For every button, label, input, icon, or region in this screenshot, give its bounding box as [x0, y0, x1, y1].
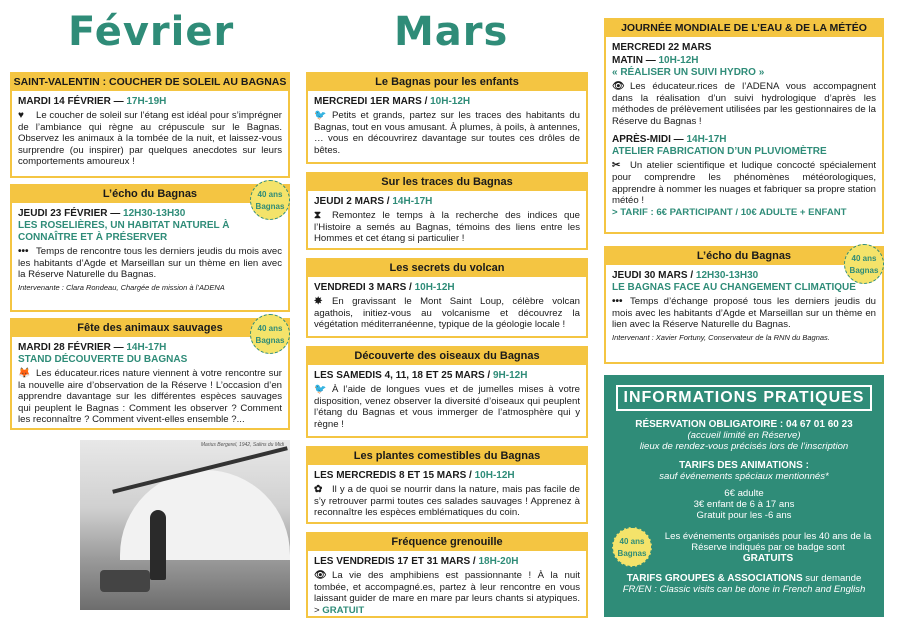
anniversary-badge: 40 ans Bagnas: [250, 314, 290, 354]
reservation-location: lieux de rendez-vous précisés lors de l’inscription: [639, 441, 849, 452]
event-description: 🦊 Les éducateur.rices nature viennent à votre rencontre sur la nouvelle aire d’observation de la Réserve ! L’occasion d’en apprendre davantage sur les différentes espèces sauvages qui peuplent le Bagnas : Comment les observer ? Comment les reconnaître ? Comment vivent-elles ensemble ?...: [18, 368, 282, 426]
event-title: L’écho du Bagnas: [606, 248, 882, 265]
event-card-fete-animaux: [10, 318, 290, 430]
event-description: ✸ En gravissant le Mont Saint Loup, célèbre volcan agathois, initiez-vous au volcanisme et découvrez la végétation méditerranéenne, typique de la géologie locale !: [314, 296, 580, 331]
worker-figure: [150, 510, 166, 580]
event-subtitle: ATELIER FABRICATION D’UN PLUVIOMÈTRE: [612, 146, 827, 158]
event-subtitle: LE BAGNAS FACE AU CHANGEMENT CLIMATIQUE: [612, 282, 856, 293]
groupes-note: TARIFS GROUPES & ASSOCIATIONS sur demande: [626, 573, 862, 584]
event-subtitle: « RÉALISER UN SUIVI HYDRO »: [612, 67, 765, 78]
event-title: Les secrets du volcan: [308, 260, 586, 277]
badge-note: Les événements organisés pour les 40 ans de la Réserve indiqués par ce badge sont GRATUITS: [664, 530, 872, 564]
price-free: Gratuit pour les -6 ans: [696, 510, 792, 521]
event-morning: MATIN — 10H-12H: [612, 55, 699, 66]
event-title: JOURNÉE MONDIALE DE L’EAU & DE LA MÉTÉO: [606, 20, 882, 37]
event-speaker: Intervenant : Xavier Fortuny, Conservateur de la RNN du Bagnas.: [612, 332, 830, 342]
heart-icon: ♥: [18, 110, 24, 121]
historical-photo: [80, 440, 290, 610]
event-description: ✂ Un atelier scientifique et ludique concocté spécialement pour comprendre les phénomènes météorologiques, apprendre à nommer les nuages et fabriquer sa propre station météo !: [612, 160, 876, 207]
event-title: Le Bagnas pour les enfants: [308, 74, 586, 91]
event-date: JEUDI 23 FÉVRIER — 12H30-13H30: [18, 208, 186, 219]
event-title: Sur les traces du Bagnas: [308, 174, 586, 191]
event-title: Découverte des oiseaux du Bagnas: [308, 348, 586, 365]
event-card-oiseaux: [306, 346, 588, 438]
tarifs-note: sauf événements spéciaux mentionnés*: [659, 471, 829, 482]
event-date: MARDI 14 FÉVRIER — 17H-19H: [18, 96, 167, 107]
event-description: ••• Temps d’échange proposé tous les derniers jeudis du mois avec les habitants d’Agde et Marseillan sur un thème en lien avec la Réserve Naturelle du Bagnas.: [612, 296, 876, 331]
event-date: LES MERCREDIS 8 ET 15 MARS / 10H-12H: [314, 470, 515, 481]
event-card-journee-mondiale: [604, 18, 884, 234]
speech-bubble-icon: •••: [612, 296, 623, 307]
event-date: VENDREDI 3 MARS / 10H-12H: [314, 282, 455, 293]
event-description: 👁 Les éducateur.rices de l’ADENA vous accompagnent dans la réalisation d’un suivi hydrologique d’après les méthodes de prélèvement utilisées par les gestionnaires de la Réserve du Bagnas !: [612, 81, 876, 127]
column-march: [306, 0, 588, 64]
event-card-grenouille: [306, 532, 588, 618]
event-description: 🐦 Petits et grands, partez sur les traces des habitants du Bagnas, tout en vous amusant. À plumes, à poils, à antennes, … vous en découvrirez davantage sur toutes ces drôles de bêtes.: [314, 110, 580, 156]
event-date: LES VENDREDIS 17 ET 31 MARS / 18H-20H: [314, 556, 519, 567]
event-description: ••• Temps de rencontre tous les derniers jeudis du mois avec les habitants d’Agde et Marseillan sur un thème en lien avec la Réserve Naturelle du Bagnas.: [18, 246, 282, 281]
scissors-icon: ✂: [612, 160, 621, 172]
price-adult: 6€ adulte: [724, 488, 764, 499]
bird-icon: 🐦: [314, 384, 327, 395]
event-card-volcan: [306, 258, 588, 338]
price-child: 3€ enfant de 6 à 17 ans: [693, 499, 795, 510]
event-card-echo-february: [10, 184, 290, 312]
anniversary-badge: 40 ans Bagnas: [612, 527, 652, 567]
event-date: JEUDI 30 MARS / 12H30-13H30: [612, 270, 759, 281]
column-february: [10, 0, 290, 64]
event-price: > TARIF : 6€ PARTICIPANT / 10€ ADULTE + ENFANT: [612, 206, 847, 218]
event-description: 👁 La vie des amphibiens est passionnante ! À la nuit tombée, et accompagné.es, partez à leur rencontre en vous laissant guider de mare en mare par leurs chants si atypiques. > GRATUIT: [314, 570, 580, 616]
eye-icon: 👁: [314, 570, 327, 581]
event-description: ♥ Le coucher de soleil sur l’étang est idéal pour s’imprégner de l’ambiance qui règne au crépuscule sur le Bagnas. Observez les animaux à la tombée de la nuit, et laissez-vous surprendre (ou inspirer) par quelques anecdotes sur leurs comportements amoureux !: [18, 110, 282, 168]
badge-note-row: [612, 527, 876, 567]
event-subtitle: LES ROSELIÈRES, UN HABITAT NATUREL À CONNAÎTRE ET À PRÉSERVER: [18, 220, 230, 243]
event-title: Fête des animaux sauvages: [12, 320, 288, 337]
event-title: Fréquence grenouille: [308, 534, 586, 551]
event-title: SAINT-VALENTIN : COUCHER DE SOLEIL AU BAGNAS: [12, 74, 288, 91]
event-date: MERCREDI 1ER MARS / 10H-12H: [314, 96, 471, 107]
anniversary-badge: 40 ans Bagnas: [844, 244, 884, 284]
tarifs-title: TARIFS DES ANIMATIONS :: [679, 460, 809, 471]
event-speaker: Intervenante : Clara Rondeau, Chargée de mission à l’ADENA: [18, 282, 225, 292]
flower-icon: ✿: [314, 484, 323, 495]
month-title-march: Mars: [394, 9, 509, 55]
event-date: MERCREDI 22 MARS: [612, 42, 712, 53]
event-card-plantes: [306, 446, 588, 524]
reservation-note: (accueil limité en Réserve): [687, 430, 801, 441]
event-card-enfants: [306, 72, 588, 164]
event-description: ✿ Il y a de quoi se nourrir dans la nature, mais pas facile de s’y retrouver parmi toutes ces salades sauvages ! Apprenez à reconnaître les espèces emblématiques du coin.: [314, 484, 580, 519]
event-description: 🐦 À l’aide de longues vues et de jumelles mises à votre disposition, venez observer la diversité d’oiseaux qui peuplent l’étang du Bagnas et vous immerger de l’atmosphère qui y règne !: [314, 384, 580, 430]
wheelbarrow: [100, 570, 150, 592]
photo-caption: Marius Bergerel, 1942, Salins du Midi: [200, 442, 284, 448]
anniversary-badge: 40 ans Bagnas: [250, 180, 290, 220]
speech-bubble-icon: •••: [18, 246, 29, 257]
fox-icon: 🦊: [18, 368, 31, 379]
event-date: MARDI 28 FÉVRIER — 14H-17H: [18, 342, 167, 353]
event-card-traces: [306, 172, 588, 250]
event-title: Les plantes comestibles du Bagnas: [308, 448, 586, 465]
event-description: ⧗ Remontez le temps à la recherche des indices que l’Histoire a semés au Bagnas, témoins des liens entre les Hommes et cet étang si particulier !: [314, 210, 580, 245]
month-title-february: Février: [68, 9, 235, 55]
event-subtitle: STAND DÉCOUVERTE DU BAGNAS: [18, 354, 188, 365]
event-afternoon: APRÈS-MIDI — 14H-17H: [612, 134, 727, 146]
eye-icon: 👁: [612, 81, 625, 92]
hourglass-icon: ⧗: [314, 210, 322, 221]
volcano-icon: ✸: [314, 296, 323, 307]
event-date: JEUDI 2 MARS / 14H-17H: [314, 196, 433, 207]
info-title: INFORMATIONS PRATIQUES: [616, 385, 872, 411]
event-title: L’écho du Bagnas: [12, 186, 288, 203]
bird-icon: 🐦: [314, 110, 327, 121]
info-panel: [604, 375, 884, 617]
event-card-echo-march: [604, 246, 884, 364]
language-note: FR/EN : Classic visits can be done in French and English: [622, 584, 866, 595]
event-date: LES SAMEDIS 4, 11, 18 ET 25 MARS / 9H-12H: [314, 370, 528, 381]
event-card-saint-valentin: [10, 72, 290, 178]
reservation-phone: RÉSERVATION OBLIGATOIRE : 04 67 01 60 23: [635, 419, 853, 430]
